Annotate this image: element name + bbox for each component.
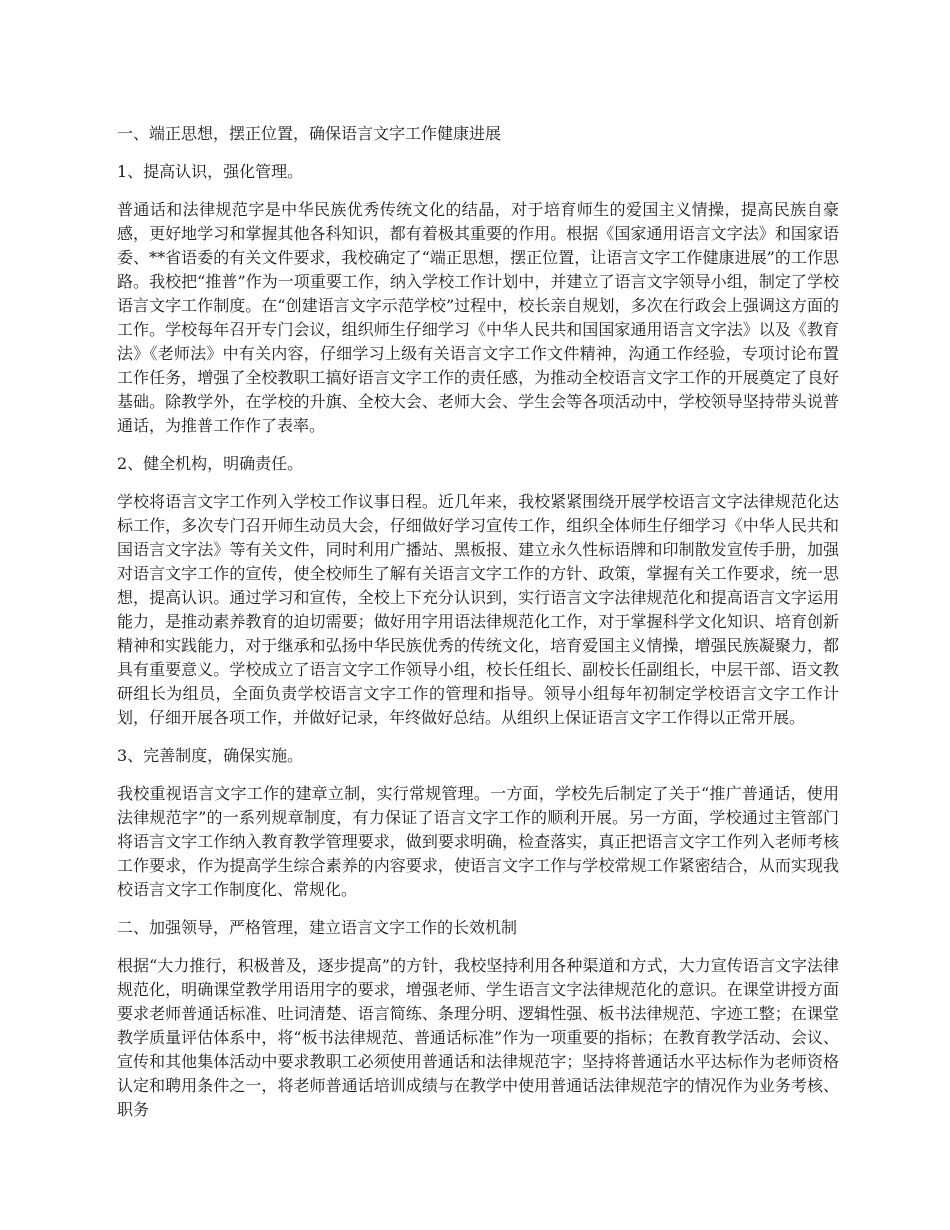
paragraph-3: 我校重视语言文字工作的建章立制，实行常规管理。一方面，学校先后制定了关于“推广普通话，使用法律规范字”的一系列规章制度，有力保证了语言文字工作的顺利开展。另一方面，学校通过主管部门将语言文字工作纳入教育教学管理要求，做到要求明确，检查落实，真正把语言文字工作列入老师考核工作要求，作为提高学生综合素养的内容要求，使语言文字工作与学校常规工作紧密结合，从而实现我校语言文字工作制度化、常规化。 xyxy=(117,784,839,899)
section-heading-2: 二、加强领导，严格管理，建立语言文字工作的长效机制 xyxy=(117,918,518,937)
document-page xyxy=(117,122,839,1136)
subsection-title-3: 3、完善制度，确保实施。 xyxy=(117,746,304,765)
section-heading-1: 一、端正思想，摆正位置，确保语言文字工作健康进展 xyxy=(117,124,502,143)
paragraph-1: 普通话和法律规范字是中华民族优秀传统文化的结晶，对于培育师生的爱国主义情操，提高民族自豪感，更好地学习和掌握其他各科知识，都有着极其重要的作用。根据《国家通用语言文字法》和国家语委、**省语委的有关文件要求，我校确定了“端正思想，摆正位置，让语言文字工作健康进展”的工作思路。我校把“推普”作为一项重要工作，纳入学校工作计划中，并建立了语言文字领导小组，制定了学校语言文字工作制度。在“创建语言文字示范学校”过程中，校长亲自规划，多次在行政会上强调这方面的工作。学校每年召开专门会议，组织师生仔细学习《中华人民共和国国家通用语言文字法》以及《教育法》《老师法》中有关内容，仔细学习上级有关语言文字工作文件精神，沟通工作经验，专项讨论布置工作任务，增强了全校教职工搞好语言文字工作的责任感，为推动全校语言文字工作的开展奠定了良好基础。除教学外，在学校的升旗、全校大会、老师大会、学生会等各项活动中，学校领导坚持带头说普通话，为推普工作作了表率。 xyxy=(117,200,839,435)
subsection-title-1: 1、提高认识，强化管理。 xyxy=(117,162,304,181)
subsection-title-2: 2、健全机构，明确责任。 xyxy=(117,454,304,473)
paragraph-4: 根据“大力推行，积极普及，逐步提高”的方针，我校坚持利用各种渠道和方式，大力宣传语言文字法律规范化，明确课堂教学用语用字的要求，增强老师、学生语言文字法律规范化的意识。在课堂讲授方面要求老师普通话标准、吐词清楚、语言简练、条理分明、逻辑性强、板书法律规范、字迹工整；在课堂教学质量评估体系中，将“板书法律规范、普通话标准”作为一项重要的指标；在教育教学活动、会议、宣传和其他集体活动中要求教职工必须使用普通话和法律规范字；坚持将普通话水平达标作为老师资格认定和聘用条件之一，将老师普通话培训成绩与在教学中使用普通话法律规范字的情况作为业务考核、职务 xyxy=(117,956,839,1119)
paragraph-2: 学校将语言文字工作列入学校工作议事日程。近几年来，我校紧紧围绕开展学校语言文字法律规范化达标工作，多次专门召开师生动员大会，仔细做好学习宣传工作，组织全体师生仔细学习《中华人民共和国语言文字法》等有关文件，同时利用广播站、黑板报、建立永久性标语牌和印制散发宣传手册，加强对语言文字工作的宣传，使全校师生了解有关语言文字工作的方针、政策，掌握有关工作要求，统一思想，提高认识。通过学习和宣传，全校上下充分认识到，实行语言文字法律规范化和提高语言文字运用能力，是推动素养教育的迫切需要；做好用字用语法律规范化工作，对于掌握科学文化知识、培育创新精神和实践能力，对于继承和弘扬中华民族优秀的传统文化，培育爱国主义情操，增强民族凝聚力，都具有重要意义。学校成立了语言文字工作领导小组，校长任组长、副校长任副组长，中层干部、语文教研组长为组员，全面负责学校语言文字工作的管理和指导。领导小组每年初制定学校语言文字工作计划，仔细开展各项工作，并做好记录，年终做好总结。从组织上保证语言文字工作得以正常开展。 xyxy=(117,492,839,727)
